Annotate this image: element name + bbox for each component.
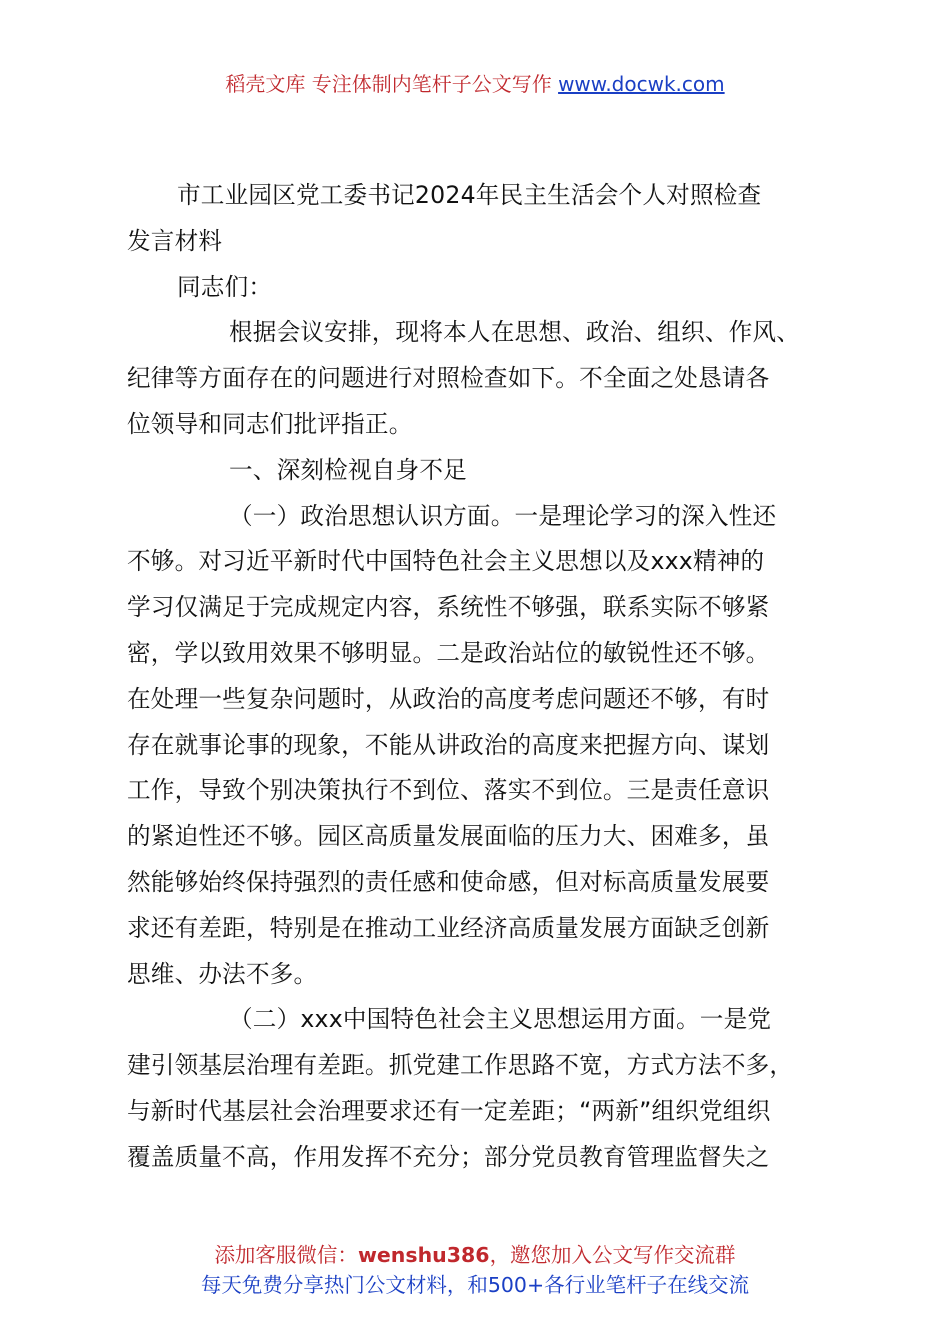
document-line: 纪律等方面存在的问题进行对照检查如下。不全面之处恳请各 (127, 364, 770, 393)
document-line: 与新时代基层社会治理要求还有一定差距；“两新”组织党组织 (127, 1096, 771, 1125)
document-line: 覆盖质量不高，作用发挥不充分；部分党员教育管理监督失之 (127, 1142, 770, 1171)
footer-contact-suffix: ，邀您加入公文写作交流群 (489, 1243, 736, 1267)
document-line: （一）政治思想认识方面。一是理论学习的深入性还 (229, 501, 777, 530)
document-line: 学习仅满足于完成规定内容，系统性不够强，联系实际不够紧 (127, 593, 770, 622)
footer-contact-prefix: 添加客服微信： (214, 1243, 358, 1267)
wechat-id: wenshu386 (357, 1243, 490, 1267)
document-line: 的紧迫性还不够。园区高质量发展面临的压力大、困难多，虽 (127, 822, 770, 851)
document-line: 思维、办法不多。 (127, 959, 318, 988)
document-line: 位领导和同志们批评指正。 (127, 409, 413, 438)
page-footer (0, 1240, 950, 1300)
page-header (0, 68, 950, 100)
document-line: 发言材料 (127, 226, 223, 255)
document-line: （二）xxx中国特色社会主义思想运用方面。一是党 (229, 1005, 772, 1034)
document-line: 一、深刻检视自身不足 (229, 455, 467, 484)
footer-promo-line: 每天免费分享热门公文材料，和500+各行业笔杆子在线交流 (200, 1273, 750, 1297)
document-body (127, 173, 823, 1181)
document-line: 根据会议安排，现将本人在思想、政治、组织、作风、 (229, 318, 801, 347)
brand-slogan: 稻壳文库 专注体制内笔杆子公文写作 (225, 72, 559, 96)
footer-contact-line (0, 1240, 950, 1270)
document-line: 然能够始终保持强烈的责任感和使命感，但对标高质量发展要 (127, 867, 770, 896)
document-line: 建引领基层治理有差距。抓党建工作思路不宽，方式方法不多， (127, 1051, 794, 1080)
document-line: 市工业园区党工委书记2024年民主生活会个人对照检查 (177, 181, 762, 209)
document-line: 存在就事论事的现象，不能从讲政治的高度来把握方向、谋划 (127, 730, 770, 759)
document-line: 工作，导致个别决策执行不到位、落实不到位。三是责任意识 (127, 776, 770, 805)
site-link[interactable]: www.docwk.com (558, 72, 725, 96)
document-line: 密，学以致用效果不够明显。二是政治站位的敏锐性还不够。 (127, 638, 770, 667)
document-line: 求还有差距，特别是在推动工业经济高质量发展方面缺乏创新 (127, 913, 770, 942)
document-line: 不够。对习近平新时代中国特色社会主义思想以及xxx精神的 (127, 547, 765, 576)
document-line: 同志们： (177, 272, 273, 301)
document-line: 在处理一些复杂问题时，从政治的高度考虑问题还不够，有时 (127, 684, 770, 713)
